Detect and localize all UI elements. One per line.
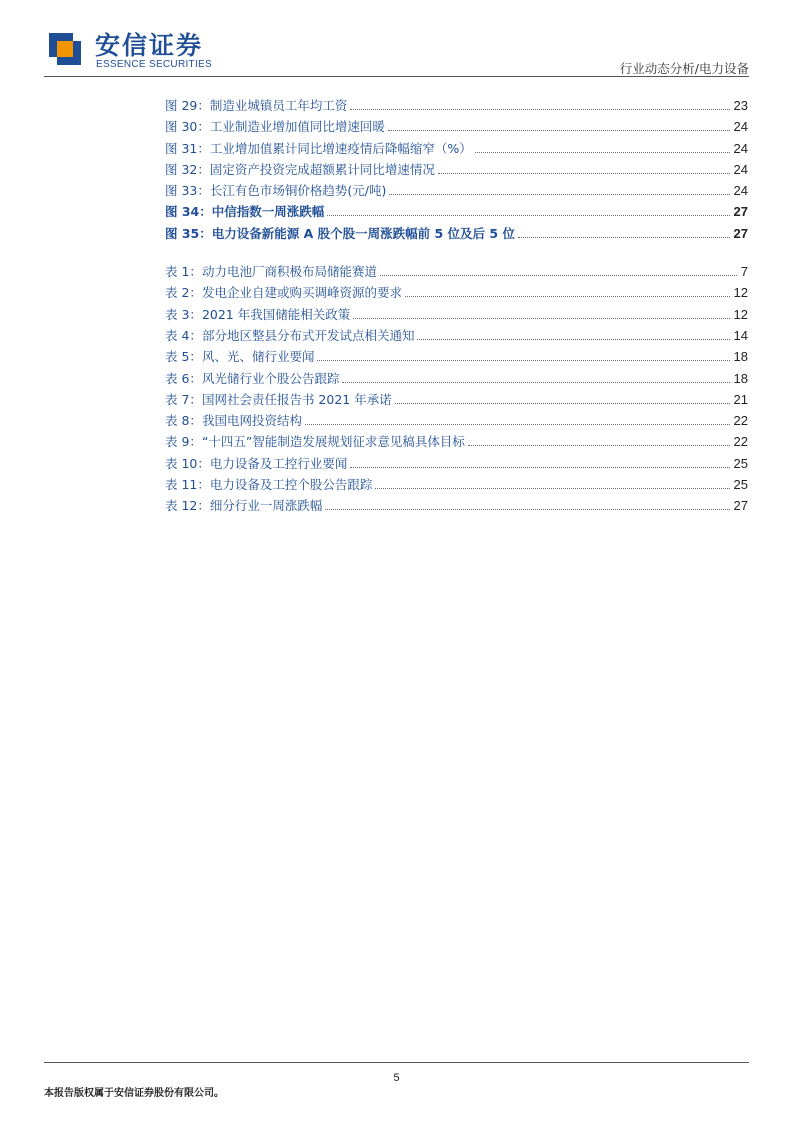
- toc-entry-title: 电力设备新能源 A 股个股一周涨跌幅前 5 位及后 5 位: [211, 225, 515, 241]
- toc-entry-number: 表 6：: [165, 370, 202, 386]
- toc-entry-page: 21: [733, 391, 748, 407]
- toc-entry-table-12[interactable]: [165, 496, 748, 517]
- toc-entry-table-1[interactable]: [165, 262, 748, 283]
- toc-entry-page: 24: [733, 119, 748, 135]
- toc-entry-number: 图 35：: [165, 225, 212, 241]
- toc-entry-table-3[interactable]: [165, 305, 748, 326]
- toc-entry-number: 表 8：: [165, 413, 202, 429]
- toc-entry-title: 发电企业自建或购买调峰资源的要求: [201, 285, 402, 301]
- toc-entry-figure-34[interactable]: [165, 202, 748, 223]
- toc-entry-number: 图 34：: [165, 204, 212, 220]
- toc-entry-page: 27: [733, 204, 748, 220]
- toc-entry-title: 细分行业一周涨跌幅: [209, 498, 323, 514]
- toc-entry-page: 25: [733, 477, 748, 493]
- section-spacer: [165, 245, 748, 262]
- footer-divider: [44, 1062, 749, 1063]
- toc-entry-page: 18: [733, 349, 748, 365]
- toc-entry-title: 电力设备及工控行业要闻: [209, 455, 348, 471]
- toc-entry-number: 图 29：: [165, 98, 210, 113]
- table-of-contents: [165, 96, 748, 518]
- toc-entry-title: 工业制造业增加值同比增速回暖: [209, 119, 385, 135]
- toc-entry-page: 14: [733, 327, 748, 343]
- dot-leader: [518, 237, 730, 238]
- dot-leader: [395, 403, 730, 404]
- toc-entry-number: 图 30：: [165, 119, 210, 135]
- essence-logo-icon: [45, 29, 85, 69]
- toc-entry-number: 表 9：: [165, 434, 202, 450]
- page-number: 5: [393, 1072, 400, 1084]
- dot-leader: [305, 424, 730, 425]
- dot-leader: [438, 173, 730, 174]
- toc-entry-table-8[interactable]: [165, 411, 748, 432]
- toc-entry-page: 18: [733, 370, 748, 386]
- toc-entry-title: 固定资产投资完成超额累计同比增速情况: [209, 161, 435, 177]
- dot-leader: [389, 194, 729, 195]
- toc-entry-title: 工业增加值累计同比增速疫情后降幅缩窄（%）: [209, 140, 472, 156]
- dot-leader: [327, 215, 729, 216]
- report-type: 行业动态分析/电力设备: [619, 61, 749, 76]
- dot-leader: [353, 318, 729, 319]
- toc-entry-number: 表 12：: [165, 498, 210, 514]
- brand-name-cn: 安信证券: [95, 31, 204, 60]
- dot-leader: [350, 467, 729, 468]
- dot-leader: [405, 296, 730, 297]
- toc-entry-title: 制造业城镇员工年均工资: [209, 98, 348, 113]
- toc-entry-title: 电力设备及工控个股公告跟踪: [209, 477, 373, 493]
- toc-entry-number: 图 31：: [165, 140, 210, 156]
- toc-entry-page: 24: [733, 140, 748, 156]
- dot-leader: [380, 275, 737, 276]
- toc-entry-figure-30[interactable]: [165, 117, 748, 138]
- toc-entry-page: 23: [733, 98, 748, 113]
- toc-entry-figure-31[interactable]: [165, 139, 748, 160]
- header-divider: [44, 76, 749, 77]
- dot-leader: [388, 130, 730, 131]
- toc-entry-figure-32[interactable]: [165, 160, 748, 181]
- toc-entry-table-4[interactable]: [165, 326, 748, 347]
- toc-entry-number: 表 7：: [165, 391, 202, 407]
- dot-leader: [375, 488, 729, 489]
- toc-entry-figure-35[interactable]: [165, 224, 748, 245]
- toc-entry-title: 动力电池厂商积极布局储能赛道: [201, 264, 377, 280]
- brand-name-en: ESSENCE SECURITIES: [96, 59, 212, 70]
- toc-entry-title: “十四五”智能制造发展规划征求意见稿具体目标: [201, 434, 465, 450]
- dot-leader: [475, 152, 730, 153]
- toc-entry-table-2[interactable]: [165, 283, 748, 304]
- toc-entry-page: 22: [733, 413, 748, 429]
- copyright-notice: 本报告版权属于安信证券股份有限公司。: [44, 1088, 224, 1099]
- toc-entry-number: 图 32：: [165, 161, 210, 177]
- toc-entry-page: 24: [733, 161, 748, 177]
- toc-entry-title: 部分地区整县分布式开发试点相关通知: [201, 327, 415, 343]
- toc-entry-title: 2021 年我国储能相关政策: [201, 306, 351, 322]
- toc-entry-page: 27: [733, 498, 748, 514]
- toc-entry-table-10[interactable]: [165, 454, 748, 475]
- toc-entry-number: 表 11：: [165, 477, 210, 493]
- toc-entry-number: 图 33：: [165, 183, 210, 199]
- toc-entry-page: 27: [733, 225, 748, 241]
- toc-entry-table-9[interactable]: [165, 432, 748, 453]
- toc-entry-title: 风、光、储行业要闻: [201, 349, 315, 365]
- toc-entry-page: 12: [733, 285, 748, 301]
- dot-leader: [417, 339, 729, 340]
- toc-entry-table-5[interactable]: [165, 347, 748, 368]
- toc-entry-number: 表 1：: [165, 264, 202, 280]
- toc-entry-title: 我国电网投资结构: [201, 413, 302, 429]
- toc-entry-page: 25: [733, 455, 748, 471]
- toc-entry-title: 中信指数一周涨跌幅: [211, 204, 325, 220]
- toc-entry-number: 表 10：: [165, 455, 210, 471]
- toc-entry-table-7[interactable]: [165, 390, 748, 411]
- toc-entry-page: 7: [740, 264, 748, 280]
- toc-entry-figure-29[interactable]: [165, 96, 748, 117]
- dot-leader: [350, 109, 729, 110]
- toc-entry-title: 国网社会责任报告书 2021 年承诺: [201, 391, 392, 407]
- dot-leader: [317, 360, 729, 361]
- toc-entry-number: 表 5：: [165, 349, 202, 365]
- toc-entry-table-6[interactable]: [165, 369, 748, 390]
- toc-entry-page: 12: [733, 306, 748, 322]
- toc-entry-table-11[interactable]: [165, 475, 748, 496]
- toc-entry-number: 表 2：: [165, 285, 202, 301]
- toc-entry-title: 长江有色市场铜价格趋势(元/吨): [209, 183, 387, 199]
- dot-leader: [342, 382, 729, 383]
- toc-entry-figure-33[interactable]: [165, 181, 748, 202]
- toc-entry-number: 表 4：: [165, 327, 202, 343]
- toc-entry-page: 22: [733, 434, 748, 450]
- dot-leader: [468, 445, 730, 446]
- toc-entry-page: 24: [733, 183, 748, 199]
- toc-entry-title: 风光储行业个股公告跟踪: [201, 370, 340, 386]
- dot-leader: [325, 509, 729, 510]
- toc-entry-number: 表 3：: [165, 306, 202, 322]
